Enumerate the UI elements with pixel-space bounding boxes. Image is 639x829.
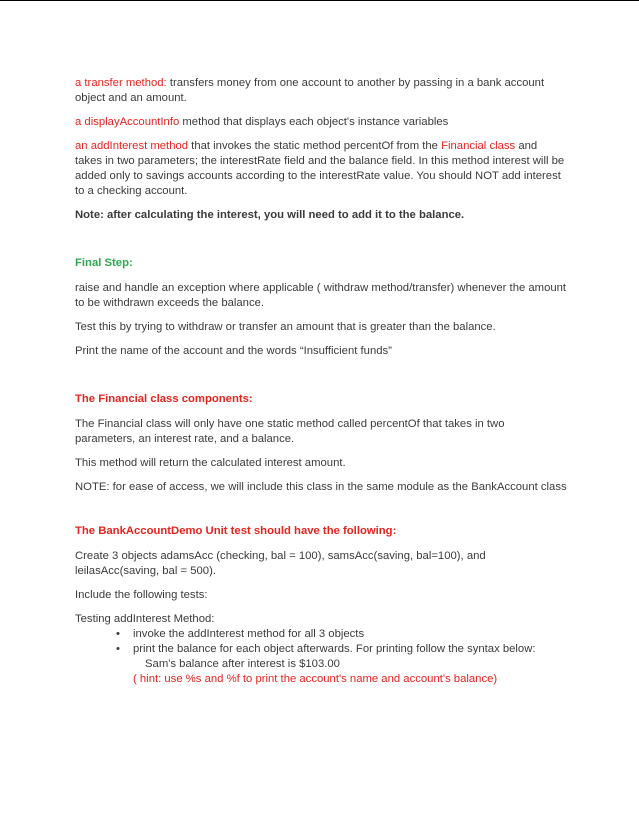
spacer: [75, 368, 567, 392]
financial-paragraph-3: NOTE: for ease of access, we will include this class in the same module as the BankAccount class: [75, 481, 567, 493]
top-border-line: [0, 0, 639, 1]
display-info-paragraph: [75, 115, 567, 130]
financial-class-heading: The Financial class components:: [75, 393, 253, 405]
add-interest-text-1: that invokes the static method percentOf from the: [188, 140, 442, 152]
demo-test-heading: The BankAccountDemo Unit test should have the following:: [75, 525, 397, 537]
demo-paragraph-2: Include the following tests:: [75, 589, 208, 601]
final-step-paragraph-1: raise and handle an exception where applicable ( withdraw method/transfer) whenever the amount to be withdrawn exceeds the balance.: [75, 282, 567, 309]
financial-paragraph-1: The Financial class will only have one static method called percentOf that takes in two parameters, an interest rate, and a balance.: [75, 418, 505, 445]
add-interest-paragraph: [75, 139, 567, 199]
transfer-method-text: transfers money from one account to another by passing in a bank account object and an amount.: [75, 77, 545, 104]
syntax-example: Sam's balance after interest is $103.00: [145, 658, 340, 670]
display-info-text: method that displays each object's instance variables: [179, 116, 449, 128]
test-steps-list: [75, 627, 567, 657]
document-page: [75, 76, 567, 687]
spacer: [75, 504, 567, 524]
spacer: [75, 232, 567, 256]
final-step-paragraph-3: Print the name of the account and the words “Insufficient funds”: [75, 345, 392, 357]
add-interest-term: an addInterest method: [75, 140, 189, 152]
list-item: • invoke the addInterest method for all 3 objects: [133, 627, 567, 642]
financial-class-term: Financial class: [441, 140, 516, 152]
add-interest-text-2: and takes in two parameters; the interestRate field and the balance field. In this method interest will be added only to savings accounts according to the interestRate value. You should NOT add interest to a checking account.: [75, 140, 565, 197]
balance-note: Note: after calculating the interest, you will need to add it to the balance.: [75, 209, 465, 221]
transfer-method-term: a transfer method:: [75, 77, 167, 89]
financial-paragraph-2: This method will return the calculated interest amount.: [75, 457, 346, 469]
testing-add-interest-title: Testing addInterest Method:: [75, 613, 215, 625]
list-item: • print the balance for each object afterwards. For printing follow the syntax below:: [133, 642, 567, 657]
format-hint: ( hint: use %s and %f to print the account's name and account's balance): [133, 673, 498, 685]
transfer-method-paragraph: [75, 76, 567, 106]
final-step-paragraph-2: Test this by trying to withdraw or transfer an amount that is greater than the balance.: [75, 321, 496, 333]
demo-paragraph-1: Create 3 objects adamsAcc (checking, bal = 100), samsAcc(saving, bal=100), and leilasAcc(saving, bal = 500).: [75, 550, 486, 577]
final-step-heading: Final Step:: [75, 257, 133, 269]
display-info-term: a displayAccountInfo: [75, 116, 180, 128]
